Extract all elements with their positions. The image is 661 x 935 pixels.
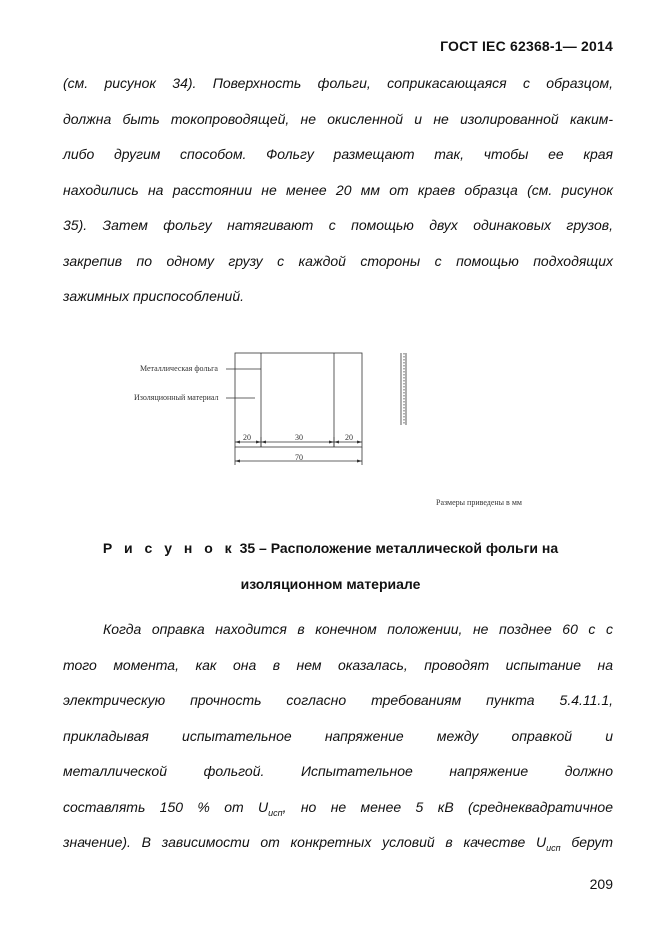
text-line xyxy=(63,825,613,861)
standard-header: ГОСТ IEC 62368-1— 2014 xyxy=(440,38,613,54)
text-line: либо другим способом. Фольгу размещают так, чтобы ее края xyxy=(63,146,613,162)
text-line: должна быть токопроводящей, не окисленной и не изолированной каким- xyxy=(63,110,613,127)
paragraph-2 xyxy=(63,612,613,861)
subscript: исп xyxy=(268,807,283,818)
text-run: берут xyxy=(560,834,613,850)
label-metal-foil: Металлическая фольга xyxy=(140,364,218,373)
figure-caption-line2: изоляционном материале xyxy=(240,576,421,592)
label-insulation: Изоляционный материал xyxy=(134,393,219,402)
text-line xyxy=(63,790,613,826)
text-line: (см. рисунок 34). Поверхность фольги, соприкасающаяся с образцом, xyxy=(63,75,613,91)
figure-caption xyxy=(0,540,661,556)
text-line: металлической фольгой. Испытательное напряжение должно xyxy=(63,763,613,779)
dim-label-total: 70 xyxy=(295,453,303,462)
text-run: составлять 150 % от U xyxy=(63,798,269,815)
caption-title: 35 – Расположение металлической фольги на xyxy=(235,540,559,556)
paragraph-1 xyxy=(63,66,613,315)
subscript: исп xyxy=(546,842,561,853)
text-line: Когда оправка находится в конечном положении, не позднее 60 с с xyxy=(103,621,613,637)
figure-foil-placement xyxy=(120,345,540,520)
page-number: 209 xyxy=(589,876,613,892)
text-line: прикладывая испытательное напряжение между оправкой и xyxy=(63,727,613,744)
text-line: находились на расстоянии не менее 20 мм от краев образца (см. рисунок xyxy=(63,181,613,198)
dim-label-middle: 30 xyxy=(295,433,303,442)
text-line: зажимных приспособлений. xyxy=(63,288,245,304)
units-note: Размеры приведены в мм xyxy=(436,498,522,507)
text-line: закрепив по одному грузу с каждой стороны с помощью подходящих xyxy=(63,252,613,269)
text-line: того момента, как она в нем оказалась, проводят испытание на xyxy=(63,656,613,673)
dim-label-left: 20 xyxy=(243,433,251,442)
text-line: 35). Затем фольгу натягивают с помощью двух одинаковых грузов, xyxy=(63,217,613,233)
dim-label-right: 20 xyxy=(345,433,353,442)
text-run: значение). В зависимости от конкретных условий в качестве U xyxy=(63,834,547,850)
caption-prefix: Р и с у н о к xyxy=(102,540,236,556)
text-line: электрическую прочность согласно требованиям пункта 5.4.11.1, xyxy=(63,692,613,708)
text-run: , но не менее 5 кВ (среднеквадратичное xyxy=(282,798,613,815)
